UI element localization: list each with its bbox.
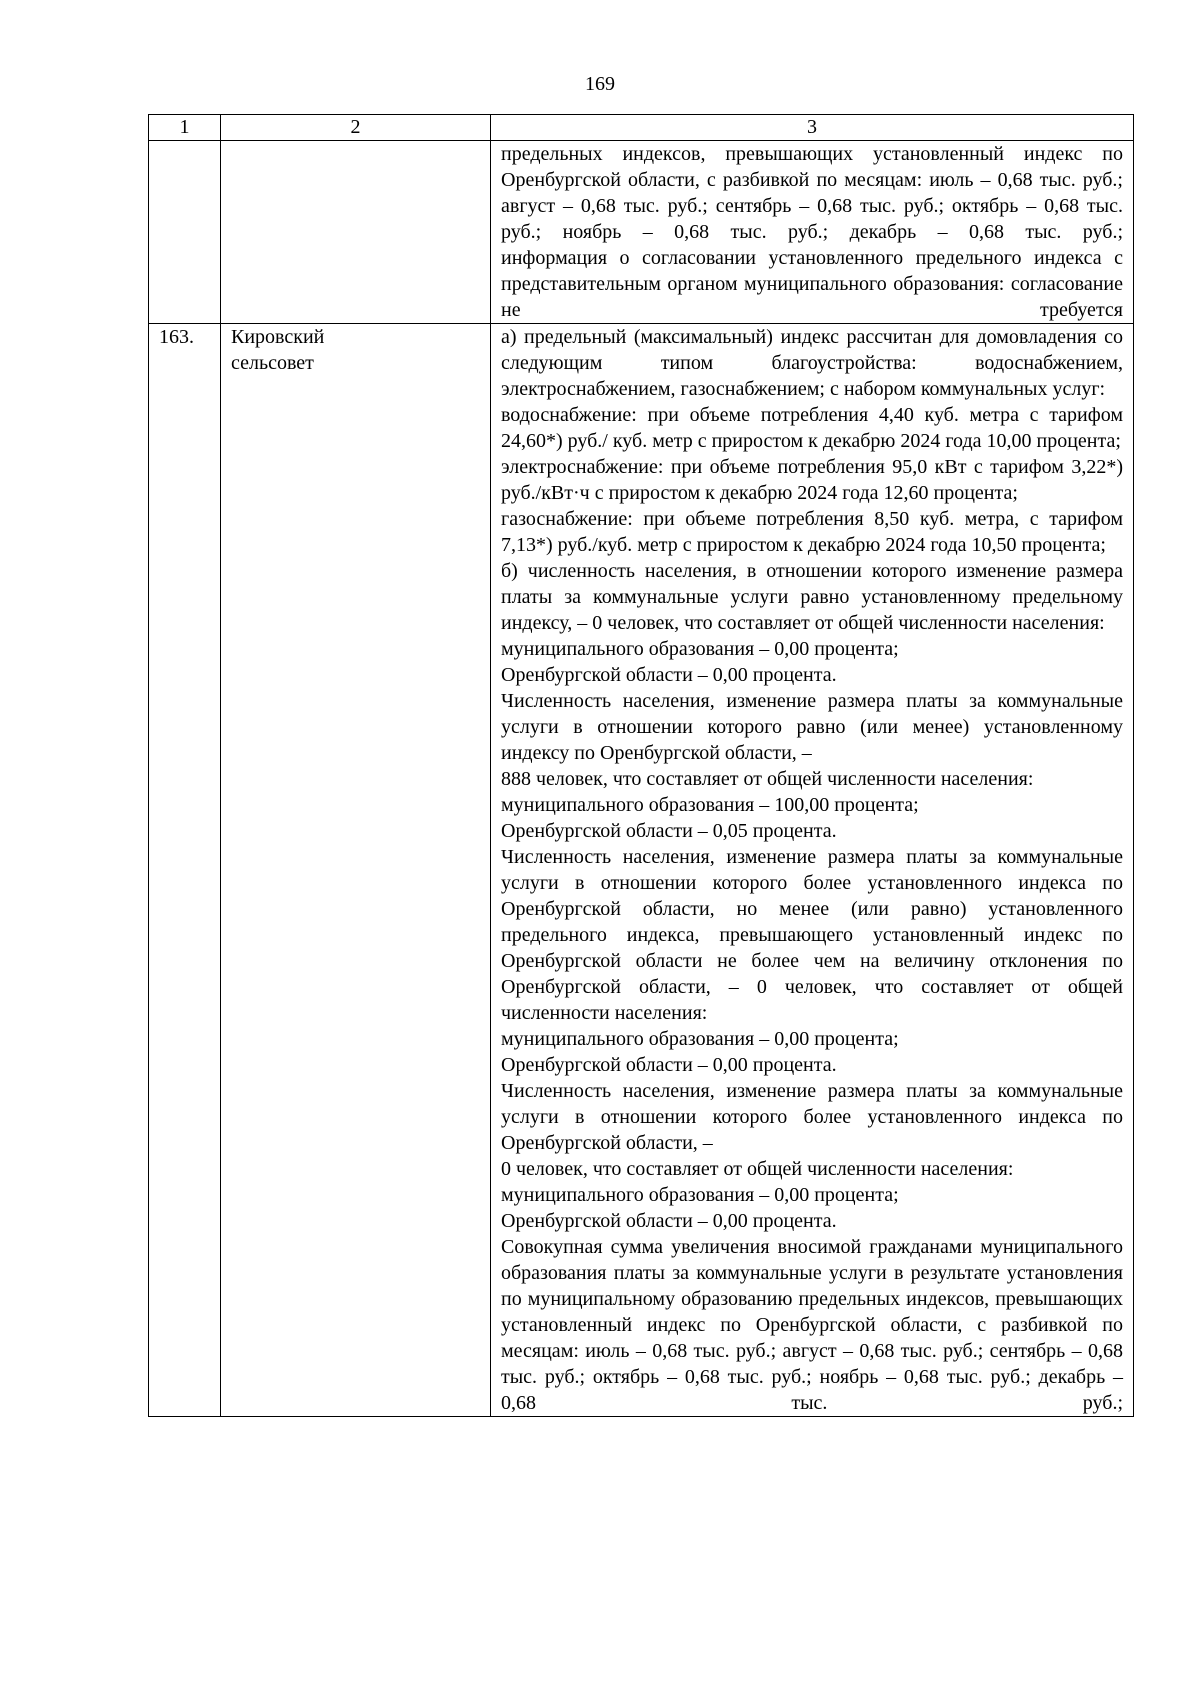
table-row-continuation xyxy=(149,141,1134,324)
row-paragraph: Оренбургской области – 0,00 процента. xyxy=(501,664,837,686)
row-paragraph: Оренбургской области – 0,00 процента. xyxy=(501,1210,837,1232)
row-name-line: Кировский xyxy=(231,326,325,348)
row-paragraph: 888 человек, что составляет от общей численности населения: xyxy=(501,768,1034,790)
row-paragraph: 0 человек, что составляет от общей численности населения: xyxy=(501,1158,1014,1180)
row-paragraph: Совокупная сумма увеличения вносимой гражданами муниципального образования платы за коммунальные услуги в результате установления по муниципальному образованию предельных индексов, превышающих установленный индекс по Оренбургской области, с разбивкой по месяцам: июль – 0,68 тыс. руб.; август – 0,68 тыс. руб.; сентябрь – 0,68 тыс. руб.; октябрь – 0,68 тыс. руб.; ноябрь – 0,68 тыс. руб.; декабрь – 0,68 тыс. руб.; xyxy=(501,1236,1123,1414)
row-paragraph: Оренбургской области – 0,05 процента. xyxy=(501,820,837,842)
row-number: 163. xyxy=(149,324,221,1417)
continuation-paragraph: информация о согласовании установленного предельного индекса с представительным органом муниципального образования: согласование не требуется xyxy=(501,247,1123,321)
continuation-content-cell xyxy=(491,141,1134,324)
row-paragraph: водоснабжение: при объеме потребления 4,40 куб. метра с тарифом 24,60*) руб./ куб. метр с приростом к декабрю 2024 года 10,00 процента; xyxy=(501,404,1123,452)
continuation-name-cell xyxy=(221,141,491,324)
row-paragraph: Оренбургской области – 0,00 процента. xyxy=(501,1054,837,1076)
row-paragraph: газоснабжение: при объеме потребления 8,50 куб. метра, с тарифом 7,13*) руб./куб. метр с приростом к декабрю 2024 года 10,50 процента; xyxy=(501,508,1123,556)
row-paragraph: муниципального образования – 0,00 процента; xyxy=(501,1028,899,1050)
row-paragraph: муниципального образования – 0,00 процента; xyxy=(501,1184,899,1206)
continuation-paragraph: предельных индексов, превышающих установленный индекс по Оренбургской области, с разбивкой по месяцам: июль – 0,68 тыс. руб.; август – 0,68 тыс. руб.; сентябрь – 0,68 тыс. руб.; октябрь – 0,68 тыс. руб.; ноябрь – 0,68 тыс. руб.; декабрь – 0,68 тыс. руб.; xyxy=(501,143,1123,243)
row-paragraph: б) численность населения, в отношении которого изменение размера платы за коммунальные услуги равно установленному предельному индексу, – 0 человек, что составляет от общей численности населения: xyxy=(501,560,1123,634)
header-col-3: 3 xyxy=(491,115,1134,141)
data-table xyxy=(148,114,1134,1417)
row-paragraph: а) предельный (максимальный) индекс рассчитан для домовладения со следующим типом благоустройства: водоснабжением, электроснабжением, газоснабжением; с набором коммунальных услуг: xyxy=(501,326,1123,400)
row-name-line: сельсовет xyxy=(231,352,314,374)
row-content xyxy=(491,324,1134,1417)
row-paragraph: муниципального образования – 100,00 процента; xyxy=(501,794,919,816)
table-row xyxy=(149,324,1134,1417)
table-header-row xyxy=(149,115,1134,141)
row-paragraph: Численность населения, изменение размера платы за коммунальные услуги в отношении которого более установленного индекса по Оренбургской области, – xyxy=(501,1080,1123,1154)
header-col-2: 2 xyxy=(221,115,491,141)
row-paragraph: Численность населения, изменение размера платы за коммунальные услуги в отношении которого равно (или менее) установленному индексу по Оренбургской области, – xyxy=(501,690,1123,764)
row-paragraph: Численность населения, изменение размера платы за коммунальные услуги в отношении которого более установленного индекса по Оренбургской области, но менее (или равно) установленного предельного индекса, превышающего установленный индекс по Оренбургской области не более чем на величину отклонения по Оренбургской области, – 0 человек, что составляет от общей численности населения: xyxy=(501,846,1123,1024)
page-number: 169 xyxy=(585,73,615,95)
header-col-1: 1 xyxy=(149,115,221,141)
row-paragraph: электроснабжение: при объеме потребления 95,0 кВт с тарифом 3,22*) руб./кВт·ч с приростом к декабрю 2024 года 12,60 процента; xyxy=(501,456,1123,504)
row-paragraph: муниципального образования – 0,00 процента; xyxy=(501,638,899,660)
continuation-number-cell xyxy=(149,141,221,324)
row-name xyxy=(221,324,491,1417)
